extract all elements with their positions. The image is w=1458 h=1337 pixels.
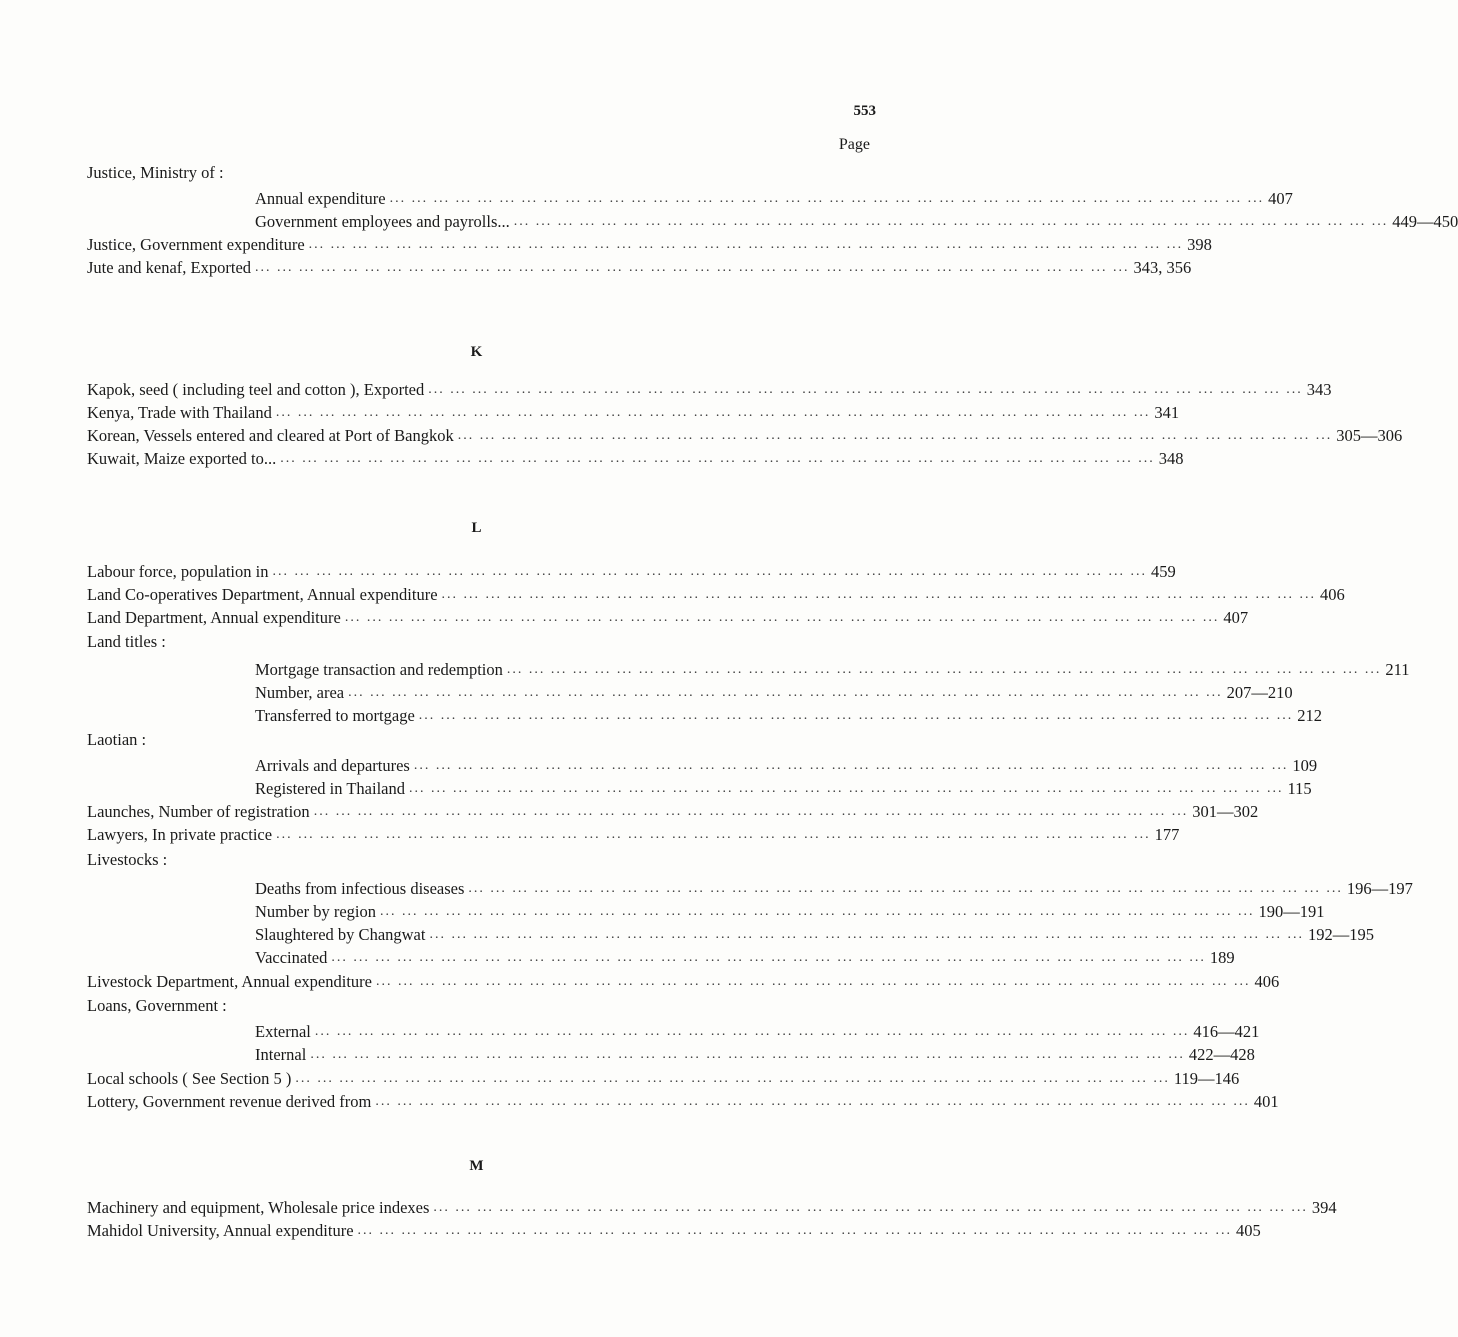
entry-page-reference: 109 bbox=[1292, 756, 1318, 775]
dot-leader: ... ... ... ... ... ... ... ... ... ... ... ... ... ... ... ... ... ... ... ... ... ... ... ... ... ... ... ... ... ... ... ... ... ... ... ... ... ... ... ... bbox=[308, 237, 1184, 252]
index-heading: Land titles : bbox=[87, 632, 166, 651]
dot-leader: ... ... ... ... ... ... ... ... ... ... ... ... ... ... ... ... ... ... ... ... ... ... ... ... ... ... ... ... ... ... ... ... ... ... ... ... ... ... ... ... bbox=[331, 950, 1206, 965]
index-subentry bbox=[255, 877, 1413, 899]
index-heading: Livestocks : bbox=[87, 850, 168, 869]
entry-label: Livestock Department, Annual expenditure bbox=[87, 972, 372, 991]
index-entry bbox=[87, 1219, 1261, 1241]
entry-page-reference: 305—306 bbox=[1336, 426, 1403, 445]
entry-page-reference: 422—428 bbox=[1188, 1045, 1255, 1064]
entry-label: Labour force, population in bbox=[87, 562, 269, 581]
dot-leader: ... ... ... ... ... ... ... ... ... ... ... ... ... ... ... ... ... ... ... ... ... ... ... ... ... ... ... ... ... ... ... ... ... ... ... ... ... ... ... ... bbox=[295, 1071, 1170, 1086]
entry-page-reference: 211 bbox=[1385, 660, 1410, 679]
entry-page-reference: 416—421 bbox=[1193, 1022, 1260, 1041]
entry-label: Lottery, Government revenue derived from bbox=[87, 1092, 372, 1111]
entry-label: Transferred to mortgage bbox=[255, 706, 415, 725]
index-entry bbox=[87, 583, 1345, 605]
dot-leader: ... ... ... ... ... ... ... ... ... ... ... ... ... ... ... ... ... ... ... ... ... ... ... ... ... ... ... ... ... ... ... ... ... ... ... ... ... ... ... ... bbox=[280, 451, 1155, 466]
dot-leader: ... ... ... ... ... ... ... ... ... ... ... ... ... ... ... ... ... ... ... ... ... ... ... ... ... ... ... ... ... ... ... ... ... ... ... ... ... ... ... ... bbox=[313, 804, 1189, 819]
entry-page-reference: 406 bbox=[1320, 585, 1345, 604]
index-subentry bbox=[255, 777, 1312, 799]
entry-page-reference: 192—195 bbox=[1307, 925, 1374, 944]
dot-leader: ... ... ... ... ... ... ... ... ... ... ... ... ... ... ... ... ... ... ... ... ... ... ... ... ... ... ... ... ... ... ... ... ... ... ... ... ... ... ... ... bbox=[389, 191, 1265, 206]
entry-page-reference: 343 bbox=[1306, 380, 1332, 399]
entry-label: Justice, Government expenditure bbox=[87, 235, 305, 254]
entry-page-reference: 459 bbox=[1150, 562, 1176, 581]
entry-label: Launches, Number of registration bbox=[87, 802, 310, 821]
entry-label: Korean, Vessels entered and cleared at Port of Bangkok bbox=[87, 426, 454, 445]
entry-label: Registered in Thailand bbox=[255, 779, 405, 798]
index-entry bbox=[87, 256, 1192, 278]
index-subentry bbox=[255, 923, 1374, 945]
dot-leader: ... ... ... ... ... ... ... ... ... ... ... ... ... ... ... ... ... ... ... ... ... ... ... ... ... ... ... ... ... ... ... ... ... ... ... ... ... ... ... ... bbox=[344, 610, 1220, 625]
entry-page-reference: 348 bbox=[1158, 449, 1184, 468]
entry-label: Kenya, Trade with Thailand bbox=[87, 403, 272, 422]
entry-label: Land Co-operatives Department, Annual expenditure bbox=[87, 585, 438, 604]
entry-page-reference: 301—302 bbox=[1192, 802, 1259, 821]
index-subentry bbox=[255, 704, 1323, 726]
dot-leader: ... ... ... ... ... ... ... ... ... ... ... ... ... ... ... ... ... ... ... ... ... ... ... ... ... ... ... ... ... ... ... ... ... ... ... ... ... ... ... ... bbox=[379, 904, 1255, 919]
entry-page-reference: 189 bbox=[1209, 948, 1235, 967]
entry-label: Number, area bbox=[255, 683, 345, 702]
dot-leader: ... ... ... ... ... ... ... ... ... ... ... ... ... ... ... ... ... ... ... ... ... ... ... ... ... ... ... ... ... ... ... ... ... ... ... ... ... ... ... ... bbox=[272, 564, 1147, 579]
index-entry bbox=[87, 401, 1180, 423]
entry-page-reference: 406 bbox=[1254, 972, 1280, 991]
index-entry bbox=[87, 1090, 1279, 1112]
entry-page-reference: 190—191 bbox=[1258, 902, 1325, 921]
index-subentry bbox=[255, 681, 1293, 703]
dot-leader: ... ... ... ... ... ... ... ... ... ... ... ... ... ... ... ... ... ... ... ... ... ... ... ... ... ... ... ... ... ... ... ... ... ... ... ... ... ... ... ... bbox=[314, 1024, 1190, 1039]
dot-leader: ... ... ... ... ... ... ... ... ... ... ... ... ... ... ... ... ... ... ... ... ... ... ... ... ... ... ... ... ... ... ... ... ... ... ... ... ... ... ... ... bbox=[376, 974, 1251, 989]
dot-leader: ... ... ... ... ... ... ... ... ... ... ... ... ... ... ... ... ... ... ... ... ... ... ... ... ... ... ... ... ... ... ... ... ... ... ... ... ... ... ... ... bbox=[413, 758, 1289, 773]
entry-label: Slaughtered by Changwat bbox=[255, 925, 426, 944]
entry-label: Deaths from infectious diseases bbox=[255, 879, 465, 898]
dot-leader: ... ... ... ... ... ... ... ... ... ... ... ... ... ... ... ... ... ... ... ... ... ... ... ... ... ... ... ... ... ... ... ... ... ... ... ... ... ... ... ... bbox=[433, 1200, 1308, 1215]
entry-page-reference: 401 bbox=[1253, 1092, 1279, 1111]
entry-label: Kuwait, Maize exported to... bbox=[87, 449, 277, 468]
index-entry bbox=[87, 800, 1259, 822]
index-subentry bbox=[255, 754, 1318, 776]
entry-label: External bbox=[255, 1022, 311, 1041]
entry-page-reference: 341 bbox=[1154, 403, 1180, 422]
entry-page-reference: 449—450 bbox=[1392, 212, 1458, 231]
index-subentry bbox=[255, 210, 1458, 232]
entry-label: Mahidol University, Annual expenditure bbox=[87, 1221, 354, 1240]
section-letter-l: L bbox=[471, 520, 482, 536]
entry-page-reference: 405 bbox=[1236, 1221, 1261, 1240]
dot-leader: ... ... ... ... ... ... ... ... ... ... ... ... ... ... ... ... ... ... ... ... ... ... ... ... ... ... ... ... ... ... ... ... ... ... ... ... ... ... ... ... bbox=[275, 405, 1151, 420]
index-entry bbox=[87, 606, 1249, 628]
page-column-header: Page bbox=[838, 136, 870, 153]
dot-leader: ... ... ... ... ... ... ... ... ... ... ... ... ... ... ... ... ... ... ... ... ... ... ... ... ... ... ... ... ... ... ... ... ... ... ... ... ... ... ... ... bbox=[418, 708, 1294, 723]
entry-label: Internal bbox=[255, 1045, 307, 1064]
dot-leader: ... ... ... ... ... ... ... ... ... ... ... ... ... ... ... ... ... ... ... ... ... ... ... ... ... ... ... ... ... ... ... ... ... ... ... ... ... ... ... ... bbox=[357, 1223, 1233, 1238]
index-entry bbox=[87, 233, 1212, 255]
dot-leader: ... ... ... ... ... ... ... ... ... ... ... ... ... ... ... ... ... ... ... ... ... ... ... ... ... ... ... ... ... ... ... ... ... ... ... ... ... ... ... ... bbox=[409, 781, 1284, 796]
entry-page-reference: 407 bbox=[1268, 189, 1293, 208]
dot-leader: ... ... ... ... ... ... ... ... ... ... ... ... ... ... ... ... ... ... ... ... ... ... ... ... ... ... ... ... ... ... ... ... ... ... ... ... ... ... ... ... bbox=[506, 662, 1382, 677]
index-entry bbox=[87, 378, 1332, 400]
entry-page-reference: 394 bbox=[1311, 1198, 1337, 1217]
index-entry bbox=[87, 560, 1176, 582]
dot-leader: ... ... ... ... ... ... ... ... ... ... ... ... ... ... ... ... ... ... ... ... ... ... ... ... ... ... ... ... ... ... ... ... ... ... ... ... ... ... ... ... bbox=[429, 927, 1304, 942]
index-heading: Laotian : bbox=[87, 730, 147, 749]
entry-label: Arrivals and departures bbox=[255, 756, 410, 775]
index-entry bbox=[87, 1196, 1337, 1218]
entry-label: Mortgage transaction and redemption bbox=[255, 660, 503, 679]
entry-page-reference: 119—146 bbox=[1173, 1069, 1240, 1088]
entry-page-reference: 177 bbox=[1154, 825, 1180, 844]
entry-label: Local schools ( See Section 5 ) bbox=[87, 1069, 292, 1088]
page-number: 553 bbox=[853, 103, 876, 119]
index-heading: Loans, Government : bbox=[87, 996, 227, 1015]
entry-page-reference: 212 bbox=[1297, 706, 1323, 725]
entry-label: Annual expenditure bbox=[255, 189, 386, 208]
dot-leader: ... ... ... ... ... ... ... ... ... ... ... ... ... ... ... ... ... ... ... ... ... ... ... ... ... ... ... ... ... ... ... ... ... ... ... ... ... ... ... ... bbox=[348, 685, 1223, 700]
index-subentry bbox=[255, 1020, 1260, 1042]
entry-label: Number by region bbox=[255, 902, 376, 921]
index-subentry bbox=[255, 900, 1325, 922]
index-heading: Justice, Ministry of : bbox=[87, 163, 224, 182]
entry-label: Land Department, Annual expenditure bbox=[87, 608, 341, 627]
entry-page-reference: 398 bbox=[1187, 235, 1212, 254]
dot-leader: ... ... ... ... ... ... ... ... ... ... ... ... ... ... ... ... ... ... ... ... ... ... ... ... ... ... ... ... ... ... ... ... ... ... ... ... ... ... ... ... bbox=[468, 881, 1343, 896]
dot-leader: ... ... ... ... ... ... ... ... ... ... ... ... ... ... ... ... ... ... ... ... ... ... ... ... ... ... ... ... ... ... ... ... ... ... ... ... ... ... ... ... bbox=[428, 382, 1303, 397]
index-subentry bbox=[255, 1043, 1255, 1065]
index-entry bbox=[87, 1067, 1240, 1089]
dot-leader: ... ... ... ... ... ... ... ... ... ... ... ... ... ... ... ... ... ... ... ... ... ... ... ... ... ... ... ... ... ... ... ... ... ... ... ... ... ... ... ... bbox=[513, 214, 1389, 229]
index-entry bbox=[87, 823, 1180, 845]
entry-page-reference: 343, 356 bbox=[1133, 258, 1192, 277]
entry-label: Lawyers, In private practice bbox=[87, 825, 273, 844]
index-entry bbox=[87, 970, 1280, 992]
dot-leader: ... ... ... ... ... ... ... ... ... ... ... ... ... ... ... ... ... ... ... ... ... ... ... ... ... ... ... ... ... ... ... ... ... ... ... ... ... ... ... ... bbox=[375, 1094, 1250, 1109]
entry-page-reference: 207—210 bbox=[1226, 683, 1293, 702]
entry-page-reference: 196—197 bbox=[1346, 879, 1413, 898]
index-subentry bbox=[255, 658, 1410, 680]
section-letter-m: M bbox=[469, 1158, 484, 1174]
index-subentry bbox=[255, 187, 1293, 209]
entry-label: Machinery and equipment, Wholesale price indexes bbox=[87, 1198, 430, 1217]
index-entry bbox=[87, 424, 1403, 446]
dot-leader: ... ... ... ... ... ... ... ... ... ... ... ... ... ... ... ... ... ... ... ... ... ... ... ... ... ... ... ... ... ... ... ... ... ... ... ... ... ... ... ... bbox=[310, 1047, 1185, 1062]
dot-leader: ... ... ... ... ... ... ... ... ... ... ... ... ... ... ... ... ... ... ... ... ... ... ... ... ... ... ... ... ... ... ... ... ... ... ... ... ... ... ... ... bbox=[457, 428, 1333, 443]
entry-label: Jute and kenaf, Exported bbox=[87, 258, 252, 277]
entry-page-reference: 115 bbox=[1287, 779, 1312, 798]
dot-leader: ... ... ... ... ... ... ... ... ... ... ... ... ... ... ... ... ... ... ... ... ... ... ... ... ... ... ... ... ... ... ... ... ... ... ... ... ... ... ... ... bbox=[441, 587, 1317, 602]
entry-label: Vaccinated bbox=[255, 948, 328, 967]
entry-label: Kapok, seed ( including teel and cotton ), Exported bbox=[87, 380, 425, 399]
index-entry bbox=[87, 447, 1184, 469]
section-letter-k: K bbox=[470, 344, 483, 360]
dot-leader: ... ... ... ... ... ... ... ... ... ... ... ... ... ... ... ... ... ... ... ... ... ... ... ... ... ... ... ... ... ... ... ... ... ... ... ... ... ... ... ... bbox=[255, 260, 1130, 275]
entry-label: Government employees and payrolls... bbox=[255, 212, 510, 231]
index-subentry bbox=[255, 946, 1235, 968]
entry-page-reference: 407 bbox=[1223, 608, 1249, 627]
dot-leader: ... ... ... ... ... ... ... ... ... ... ... ... ... ... ... ... ... ... ... ... ... ... ... ... ... ... ... ... ... ... ... ... ... ... ... ... ... ... ... ... bbox=[276, 827, 1151, 842]
